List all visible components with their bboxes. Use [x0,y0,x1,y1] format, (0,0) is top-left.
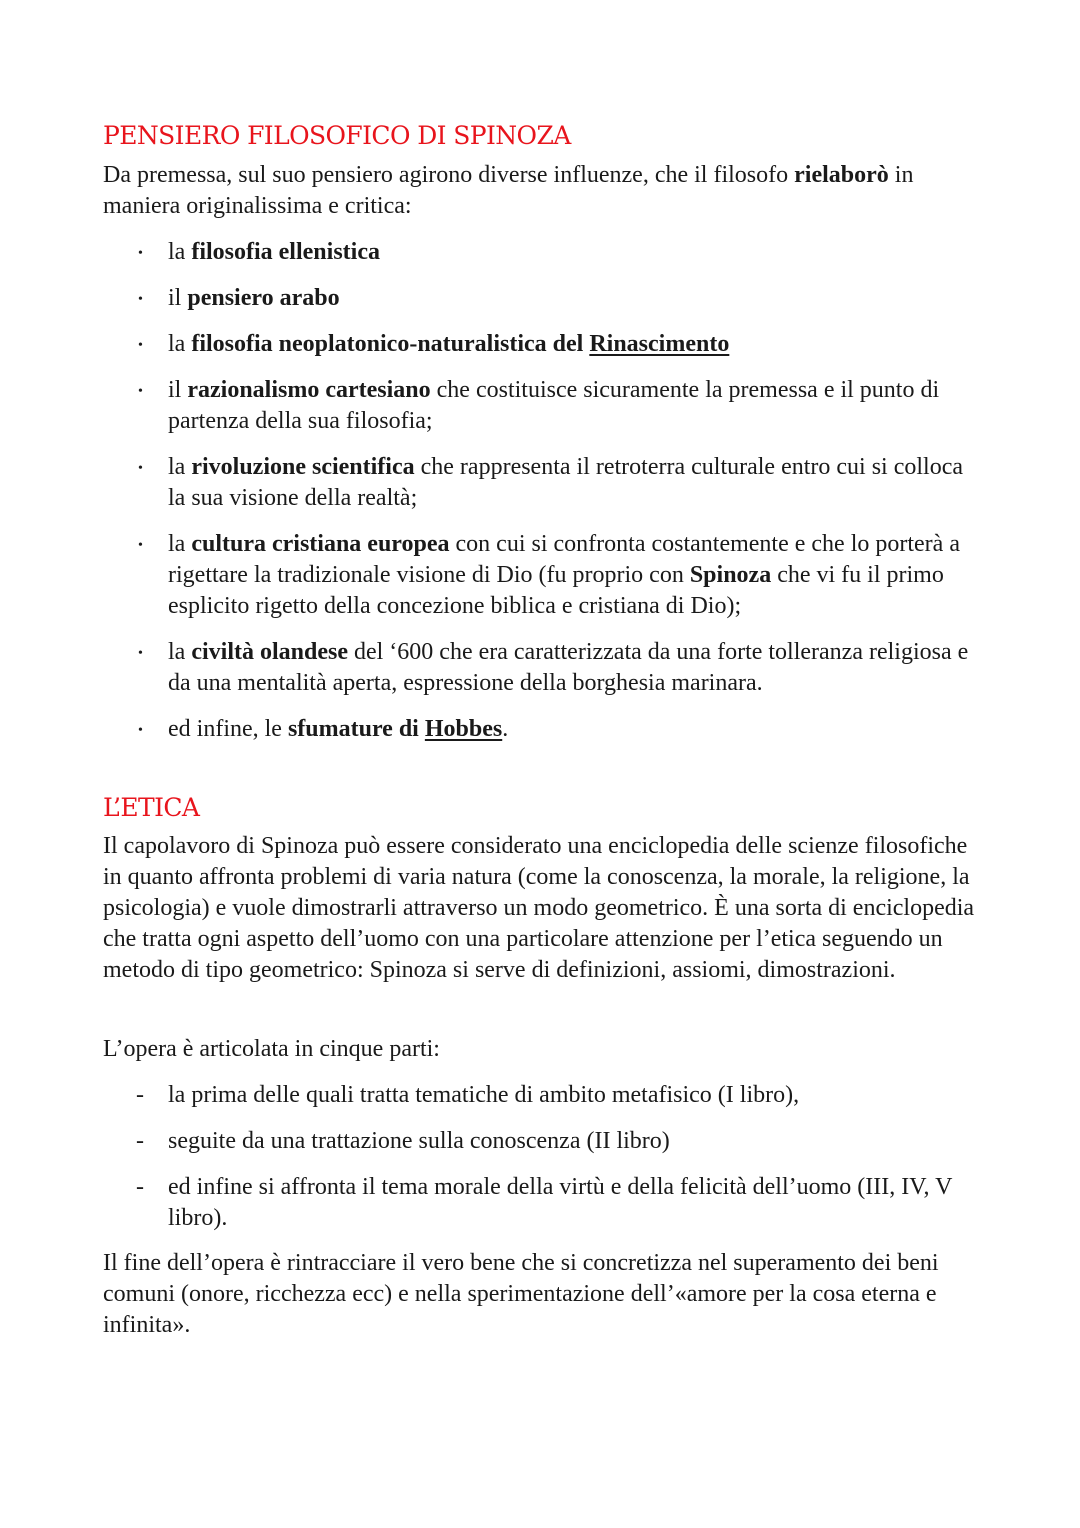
bullet-icon: • [138,538,143,553]
intro-paragraph: Da premessa, sul suo pensiero agirono diverse influenze, che il filosofo rielaborò in maniera originalissima e critica: [103,162,914,219]
section-title-pensiero: PENSIERO FILOSOFICO DI SPINOZA [103,121,571,150]
bullet-icon: • [138,246,143,261]
etica-paragraph-1: Il capolavoro di Spinoza può essere considerato una enciclopedia delle scienze filosofiche in quanto affronta problemi di varia natura (come la conoscenza, la morale, la religione, la psicologia) e vuole dimostrarli attraverso un modo geometrico. È una sorta di enciclopedia che tratta ogni aspetto dell’uomo con una particolare attenzione per l’etica seguendo un metodo di tipo geometrico: Spinoza si serve di definizioni, assiomi, dimostrazioni. [103,833,975,983]
list-item-text: la filosofia ellenistica [168,239,380,265]
etica-paragraph-2: L’opera è articolata in cinque parti: [103,1036,440,1062]
bullet-icon: • [138,723,143,738]
etica-paragraph-3: Il fine dell’opera è rintracciare il vero bene che si concretizza nel superamento dei beni comuni (onore, ricchezza ecc) e nella sperimentazione dell’«amore per la cosa eterna e infinita». [103,1250,939,1338]
list-item-text: la prima delle quali tratta tematiche di ambito metafisico (I libro), [168,1082,800,1108]
bullet-icon: • [138,646,143,661]
bullet-icon: • [138,292,143,307]
dash-icon: - [136,1174,144,1200]
bullet-icon: • [138,338,143,353]
list-item-text: seguite da una trattazione sulla conoscenza (II libro) [168,1128,670,1154]
list-item-text: la filosofia neoplatonico-naturalistica del Rinascimento [168,331,730,357]
list-item-text: il pensiero arabo [168,285,340,311]
list-item-text: la cultura cristiana europea con cui si confronta costantemente e che lo porterà a rigettare la tradizionale visione di Dio (fu proprio con Spinoza che vi fu il primo esplicito rigetto della concezione biblica e cristiana di Dio); [168,531,960,619]
section-title-etica: L’ETICA [103,793,200,822]
dash-icon: - [136,1128,144,1154]
hobbes-link: Hobbes [424,716,503,742]
list-item-text: la rivoluzione scientifica che rappresenta il retroterra culturale entro cui si colloca la sua visione della realtà; [168,454,964,511]
rinascimento-link: Rinascimento [589,331,730,357]
list-item-text: la civiltà olandese del ‘600 che era caratterizzata da una forte tolleranza religiosa e da una mentalità aperta, espressione della borghesia marinara. [168,639,969,696]
bullet-icon: • [138,384,143,399]
list-item-text: ed infine, le sfumature di Hobbes. [168,716,509,742]
list-item-text: ed infine si affronta il tema morale della virtù e della felicità dell’uomo (III, IV, V libro). [168,1174,952,1231]
list-item-text: il razionalismo cartesiano che costituisce sicuramente la premessa e il punto di partenza della sua filosofia; [168,377,940,434]
dash-icon: - [136,1082,144,1108]
bullet-icon: • [138,461,143,476]
